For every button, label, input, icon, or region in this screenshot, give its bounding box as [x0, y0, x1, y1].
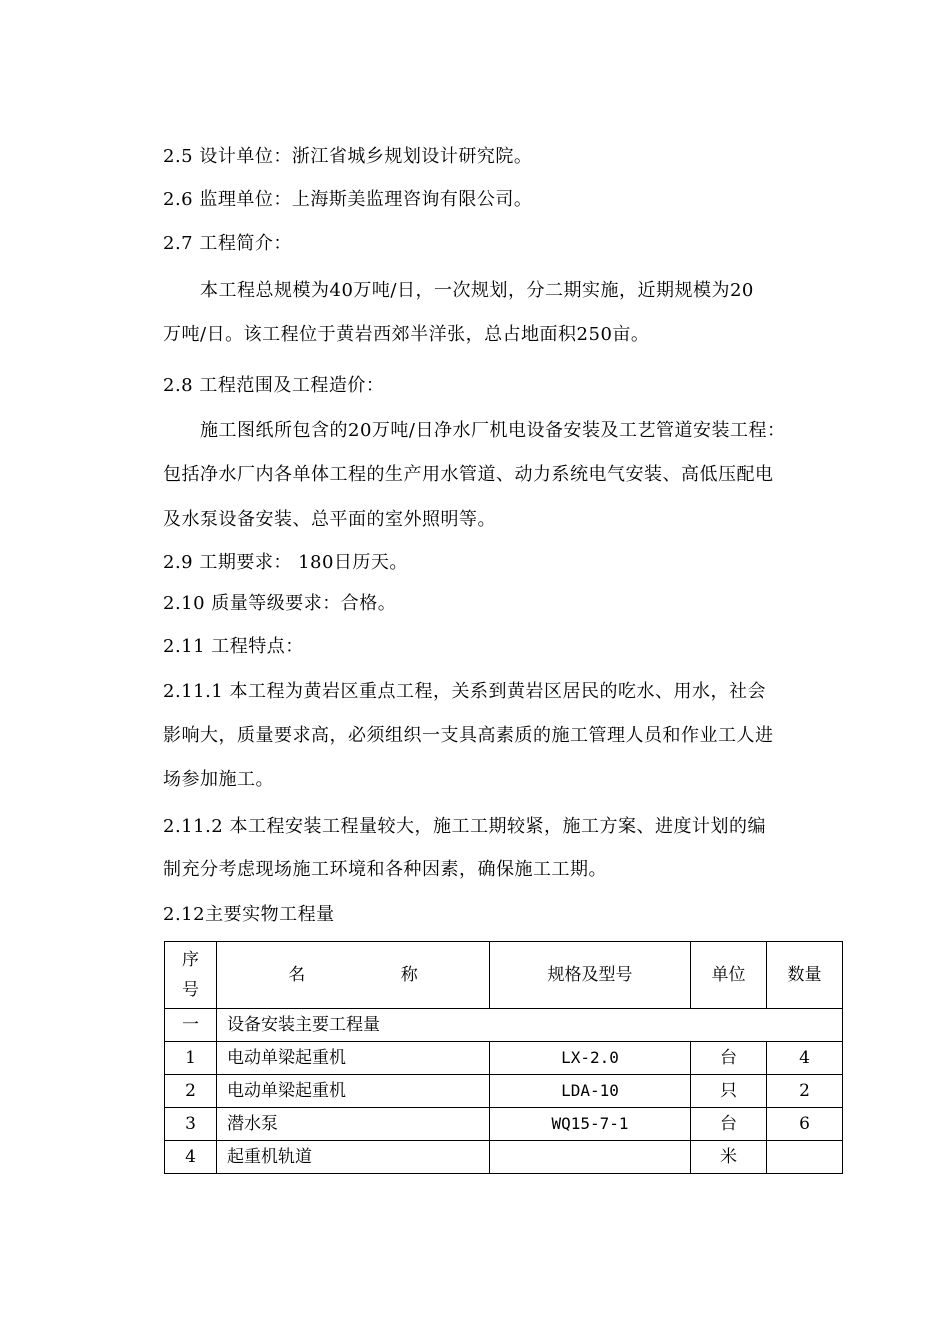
row-name: 电动单梁起重机	[217, 1075, 490, 1108]
row-no: 3	[165, 1108, 217, 1141]
para-feature-1-line-3: 场参加施工。	[163, 769, 274, 790]
row-spec: WQ15-7-1	[490, 1108, 691, 1141]
row-qty: 2	[767, 1075, 843, 1108]
header-unit: 单位	[691, 942, 767, 1009]
header-spec: 规格及型号	[490, 942, 691, 1009]
quantities-table	[164, 941, 843, 1174]
para-supervision-unit: 2.6 监理单位：上海斯美监理咨询有限公司。	[163, 189, 533, 210]
row-qty	[767, 1141, 843, 1174]
para-feature-1-line-1: 2.11.1 本工程为黄岩区重点工程，关系到黄岩区居民的吃水、用水，社会	[163, 681, 766, 702]
row-name: 潜水泵	[217, 1108, 490, 1141]
para-features-heading: 2.11 工程特点：	[163, 636, 304, 657]
row-no: 2	[165, 1075, 217, 1108]
para-quality: 2.10 质量等级要求：合格。	[163, 593, 397, 614]
para-feature-1-line-2: 影响大，质量要求高，必须组织一支具高素质的施工管理人员和作业工人进	[163, 725, 774, 746]
row-name: 起重机轨道	[217, 1141, 490, 1174]
row-unit: 台	[691, 1108, 767, 1141]
table-row	[165, 1075, 843, 1108]
row-unit: 米	[691, 1141, 767, 1174]
para-duration: 2.9 工期要求： 180日历天。	[163, 552, 408, 573]
row-name: 电动单梁起重机	[217, 1042, 490, 1075]
para-quantities-heading: 2.12主要实物工程量	[163, 904, 335, 925]
para-feature-2-line-1: 2.11.2 本工程安装工程量较大，施工工期较紧，施工方案、进度计划的编	[163, 816, 766, 837]
section-no: 一	[165, 1009, 217, 1042]
para-scope-heading: 2.8 工程范围及工程造价：	[163, 375, 385, 396]
para-feature-2-line-2: 制充分考虑现场施工环境和各种因素，确保施工工期。	[163, 859, 607, 880]
table-row	[165, 1108, 843, 1141]
table-header-row	[165, 942, 843, 1009]
para-scope-line-3: 及水泵设备安装、总平面的室外照明等。	[163, 509, 496, 530]
row-qty: 6	[767, 1108, 843, 1141]
row-qty: 4	[767, 1042, 843, 1075]
table-section-row	[165, 1009, 843, 1042]
para-scope-line-1: 施工图纸所包含的20万吨/日净水厂机电设备安装及工艺管道安装工程：	[200, 420, 786, 441]
table-row	[165, 1042, 843, 1075]
row-spec	[490, 1141, 691, 1174]
para-design-unit: 2.5 设计单位：浙江省城乡规划设计研究院。	[163, 146, 533, 167]
table-row	[165, 1141, 843, 1174]
row-no: 1	[165, 1042, 217, 1075]
header-qty: 数量	[767, 942, 843, 1009]
row-unit: 只	[691, 1075, 767, 1108]
header-name: 名 称	[217, 942, 490, 1009]
para-project-intro-heading: 2.7 工程简介：	[163, 233, 292, 254]
section-title: 设备安装主要工程量	[217, 1009, 843, 1042]
para-project-intro-line-2: 万吨/日。该工程位于黄岩西郊半洋张，总占地面积250亩。	[163, 324, 650, 345]
row-spec: LX-2.0	[490, 1042, 691, 1075]
row-unit: 台	[691, 1042, 767, 1075]
row-no: 4	[165, 1141, 217, 1174]
para-scope-line-2: 包括净水厂内各单体工程的生产用水管道、动力系统电气安装、高低压配电	[163, 464, 774, 485]
row-spec: LDA-10	[490, 1075, 691, 1108]
para-project-intro-line-1: 本工程总规模为40万吨/日，一次规划，分二期实施，近期规模为20	[200, 280, 754, 301]
header-no: 序 号	[165, 942, 217, 1009]
